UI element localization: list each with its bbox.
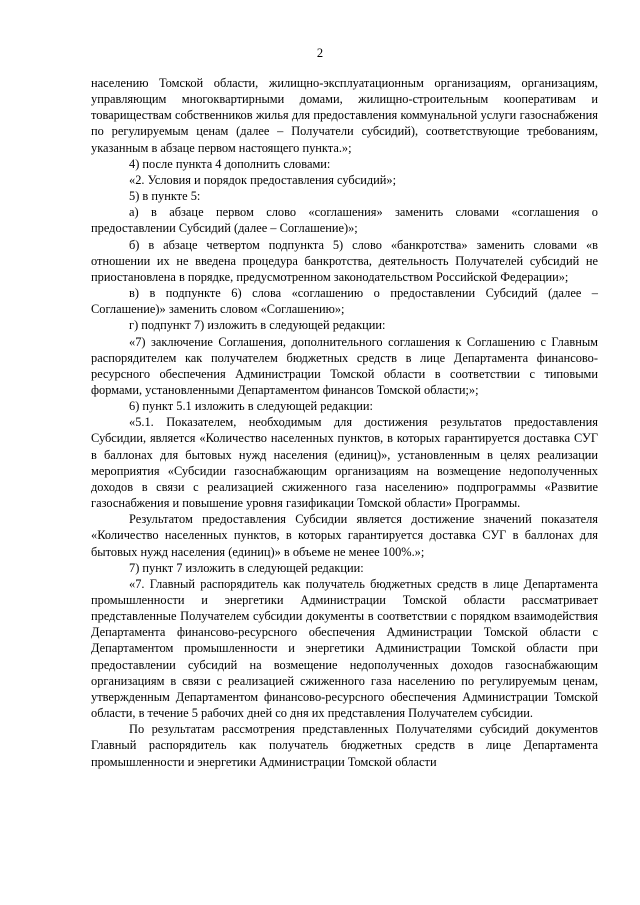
paragraph-item-5-1-text: «5.1. Показателем, необходимым для достижения результатов предоставления Субсидии, является «Количество населенных пунктов, в которых гарантируется доставка СУГ в баллонах для бытовых нужд населения (единиц)», установленным в целях реализации мероприятия «Субсидии газоснабжающим организациям на возмещение недополученных доходов в связи с реализацией сжиженного газа населению» подпрограммы «Развитие газоснабжения и повышение уровня газификации Томской области» Программы. — [91, 415, 598, 511]
paragraph-recipients-continuation: населению Томской области, жилищно-эксплуатационным организациям, организациям, управляющим многоквартирными домами, жилищно-строительным кооперативам и товариществам собственников жилья для предоставления коммунальной услуги газоснабжения по регулируемым ценам (далее – Получатели субсидий), соответствующие требованиям, указанным в абзаце первом настоящего пункта.»; — [91, 76, 598, 155]
paragraph-result-text: Результатом предоставления Субсидии является достижение значений показателя «Количество населенных пунктов, в которых гарантируется доставка СУГ в баллонах для бытовых нужд населения (единиц)» в объеме не менее 100%.»; — [91, 512, 598, 559]
paragraph-item-7-text: «7. Главный распорядитель как получатель бюджетных средств в лице Департамента промышленности и энергетики Администрации Томской области рассматривает представленные Получателем субсидии документы в соответствии с порядком взаимодействия Департамента финансово-ресурсного обеспечения Администрации Томской области с Департаментом промышленности и энергетики Администрации Томской области при предоставлении субсидий на возмещение недополученных доходов газоснабжающим организациям в связи с реализацией сжиженного газа населению по регулируемым ценам, утвержденным Департаментом финансово-ресурсного обеспечения Администрации Томской области, в течение 5 рабочих дней со дня их представления Получателем субсидии. — [91, 576, 598, 721]
paragraph-item-6: 6) пункт 5.1 изложить в следующей редакции: — [129, 399, 373, 414]
page-number: 2 — [316, 46, 324, 60]
paragraph-section-2-heading: «2. Условия и порядок предоставления субсидий»; — [129, 172, 397, 187]
paragraph-item-5a: а) в абзаце первом слово «соглашения» заменить словами «соглашения о предоставлении Субсидий (далее – Соглашение)»; — [91, 205, 598, 236]
paragraph-item-7: 7) пункт 7 изложить в следующей редакции: — [129, 560, 364, 575]
paragraph-review-results: По результатам рассмотрения представленных Получателями субсидий документов Главный распорядитель как получатель бюджетных средств в лице Департамента промышленности и энергетики Администрации Томской области — [91, 722, 598, 769]
paragraph-item-5v: в) в подпункте 6) слова «соглашению о предоставлении Субсидий (далее – Соглашение)» заменить словом «Соглашению»; — [91, 286, 598, 317]
paragraph-item-4: 4) после пункта 4 дополнить словами: — [129, 156, 331, 171]
paragraph-subitem-7-text: «7) заключение Соглашения, дополнительного соглашения к Соглашению с Главным распорядителем как получателем бюджетных средств в лице Департамента финансово-ресурсного обеспечения Администрации Томской области в соответствии с типовыми формами, установленными Департаментом финансов Томской области;»; — [91, 334, 598, 397]
paragraph-item-5b: б) в абзаце четвертом подпункта 5) слово «банкротства» заменить словами «в отношении их не введена процедура банкротства, деятельность Получателей субсидий не приостановлена в порядке, предусмотренном законодательством Российской Федерации»; — [91, 237, 598, 284]
paragraph-item-5: 5) в пункте 5: — [129, 189, 201, 204]
document-body — [91, 75, 598, 770]
paragraph-item-5g: г) подпункт 7) изложить в следующей редакции: — [129, 318, 386, 333]
